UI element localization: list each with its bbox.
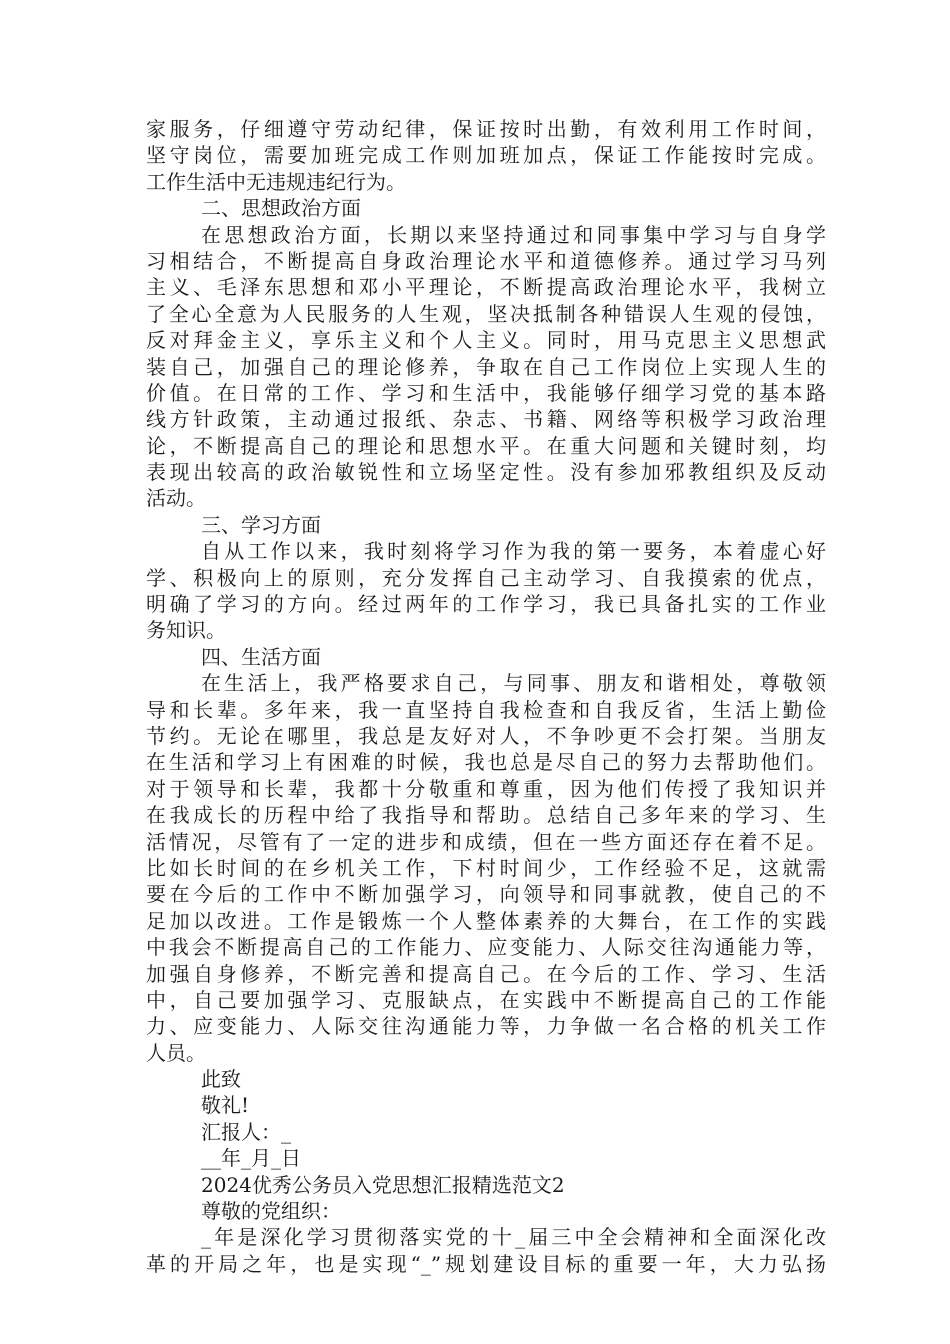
document-line: 了全心全意为人民服务的人生观，坚决抵制各种错误人生观的侵蚀，: [146, 301, 826, 326]
document-line: 线方针政策，主动通过报纸、杂志、书籍、网络等积极学习政治理: [146, 407, 826, 432]
document-line: 主义、毛泽东思想和邓小平理论，不断提高政治理论水平，我树立: [146, 275, 826, 300]
document-line: 在思想政治方面，长期以来坚持通过和同事集中学习与自身学: [201, 222, 826, 247]
document-line: 自从工作以来，我时刻将学习作为我的第一要务，本着虚心好: [201, 539, 826, 564]
document-line: 要在今后的工作中不断加强学习，向领导和同事就教，使自己的不: [146, 882, 826, 907]
document-line: 比如长时间的在乡机关工作，下村时间少，工作经验不足，这就需: [146, 855, 826, 880]
document-line: 明确了学习的方向。经过两年的工作学习，我已具备扎实的工作业: [146, 592, 826, 617]
document-line: 三、学习方面: [201, 512, 321, 537]
document-line: 务知识。: [146, 618, 226, 643]
document-line: 装自己，加强自己的理论修养，争取在自己工作岗位上实现人生的: [146, 354, 826, 379]
document-line: 工作生活中无违规违纪行为。: [146, 169, 406, 194]
document-line: 此致: [201, 1067, 241, 1092]
document-line: 足加以改进。工作是锻炼一个人整体素养的大舞台，在工作的实践: [146, 908, 826, 933]
document-line: 中我会不断提高自己的工作能力、应变能力、人际交往沟通能力等，: [146, 935, 826, 960]
document-body: [146, 116, 826, 1277]
document-line: 汇报人：_: [201, 1119, 291, 1144]
document-line: 论，不断提高自己的理论和思想水平。在重大问题和关键时刻，均: [146, 433, 826, 458]
document-line: 家服务，仔细遵守劳动纪律，保证按时出勤，有效利用工作时间，: [146, 117, 826, 141]
document-line: 尊敬的党组织：: [201, 1199, 341, 1224]
document-line: 活动。: [146, 486, 206, 511]
document-line: 反对拜金主义，享乐主义和个人主义。同时，用马克思主义思想武: [146, 328, 826, 353]
document-line: _年是深化学习贯彻落实党的十_届三中全会精神和全面深化改: [201, 1225, 826, 1250]
document-line: 价值。在日常的工作、学习和生活中，我能够仔细学习党的基本路: [146, 380, 826, 405]
document-line: 革的开局之年，也是实现“_”规划建设目标的重要一年，大力弘扬: [146, 1251, 826, 1276]
document-line: 二、思想政治方面: [201, 196, 361, 221]
document-line: 导和长辈。多年来，我一直坚持自我检查和自我反省，生活上勤俭: [146, 697, 826, 722]
document-line: 人员。: [146, 1040, 206, 1065]
document-line: 在我成长的历程中给了我指导和帮助。总结自己多年来的学习、生: [146, 803, 826, 828]
document-line: 表现出较高的政治敏锐性和立场坚定性。没有参加邪教组织及反动: [146, 460, 826, 485]
document-line: 在生活和学习上有困难的时候，我也总是尽自己的努力去帮助他们。: [146, 750, 826, 775]
document-line: 力、应变能力、人际交往沟通能力等，力争做一名合格的机关工作: [146, 1014, 826, 1039]
document-line: 学、积极向上的原则，充分发挥自己主动学习、自我摸索的优点，: [146, 565, 826, 590]
document-line: 活情况，尽管有了一定的进步和成绩，但在一些方面还存在着不足。: [146, 829, 826, 854]
document-line: 敬礼!: [201, 1093, 250, 1118]
document-line: 2024优秀公务员入党思想汇报精选范文2: [201, 1172, 565, 1197]
document-line: 加强自身修养，不断完善和提高自己。在今后的工作、学习、生活: [146, 961, 826, 986]
document-line: 四、生活方面: [201, 644, 321, 669]
document-line: 节约。无论在哪里，我总是友好对人，不争吵更不会打架。当朋友: [146, 723, 826, 748]
document-line: __年_月_日: [201, 1146, 301, 1171]
document-line: 习相结合，不断提高自身政治理论水平和道德修养。通过学习马列: [146, 248, 826, 273]
document-line: 在生活上，我严格要求自己，与同事、朋友和谐相处，尊敬领: [201, 671, 826, 696]
document-line: 坚守岗位，需要加班完成工作则加班加点，保证工作能按时完成。: [146, 143, 826, 168]
document-line: 中，自己要加强学习、克服缺点，在实践中不断提高自己的工作能: [146, 987, 826, 1012]
document-line: 对于领导和长辈，我都十分敬重和尊重，因为他们传授了我知识并: [146, 776, 826, 801]
